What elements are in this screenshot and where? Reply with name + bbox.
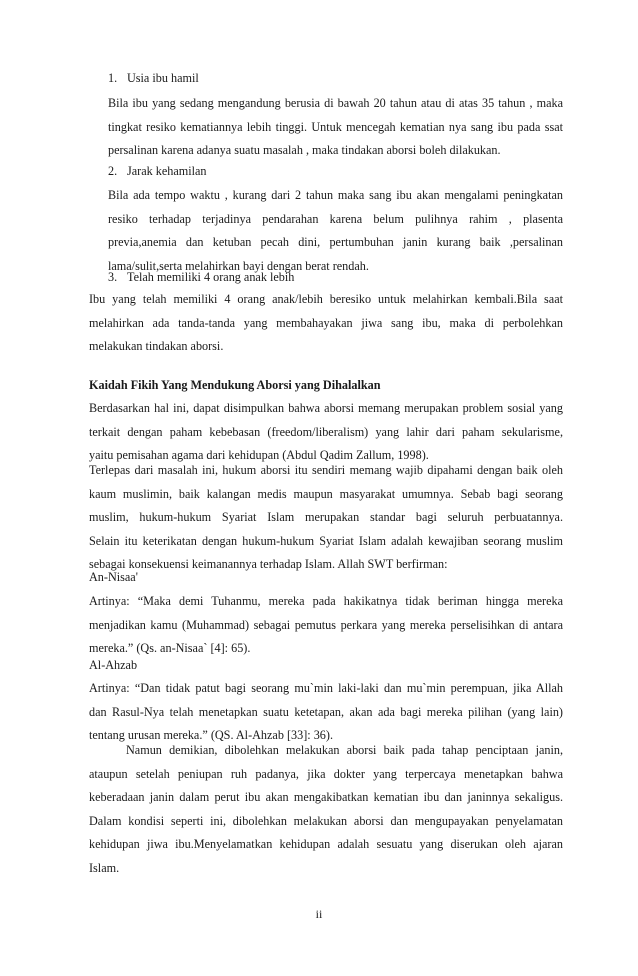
text-line: melakukan tindakan aborsi.	[89, 339, 224, 354]
text-line: yaitu pemisahan agama dari kehidupan (Abdul Qadim Zallum, 1998).	[89, 448, 429, 463]
list-item-1-description	[108, 92, 563, 163]
page-number: ii	[315, 907, 323, 921]
text-line: resiko terhadap terjadinya pendarahan karena belum pulihnya rahim , plasenta	[108, 211, 563, 226]
text-line: Artinya: “Maka demi Tuhanmu, mereka pada hakikatnya tidak beriman hingga mereka	[89, 594, 563, 608]
paragraph-3	[89, 459, 563, 577]
list-item-2-title	[108, 160, 563, 184]
text-line: terkait dengan paham kebebasan (freedom/liberalism) yang lahir dari paham sekularisme,	[89, 424, 563, 439]
quote-al-ahzab	[89, 677, 563, 748]
text-line: Artinya: “Dan tidak patut bagi seorang mu`min laki-laki dan mu`min perempuan, jika Allah	[89, 681, 563, 695]
paragraph-4	[89, 739, 563, 881]
text-line: tentang urusan mereka.” (QS. Al-Ahzab [33]: 36).	[89, 728, 334, 743]
surah-label-al-ahzab: Al-Ahzab	[89, 658, 138, 672]
text-line: menjadikan kamu (Muhammad) sebagai pemutus perkara yang mereka perselisihkan di antara	[89, 617, 563, 632]
text-line: dan Rasul-Nya telah menetapkan suatu ketetapan, akan ada bagi mereka pilihan (yang lain)	[89, 704, 563, 719]
surah-label-an-nisaa: An-Nisaa'	[89, 570, 138, 584]
text-line: lama/sulit,serta melahirkan bayi dengan berat rendah.	[108, 258, 369, 273]
text-line: melahirkan ada tanda-tanda yang membahayakan jiwa sang ibu, maka di perbolehkan	[89, 315, 563, 330]
list-item-1-title	[108, 67, 563, 91]
text-line: previa,anemia dan ketuban pecah dini, pertumbuhan janin kurang baik ,persalinan	[108, 235, 563, 250]
list-item-2-number: 2.	[108, 164, 118, 178]
text-line: persalinan karena adanya suatu masalah , maka tindakan aborsi boleh dilakukan.	[108, 143, 501, 158]
text-line: Islam.	[89, 860, 120, 875]
text-line: Ibu yang telah memiliki 4 orang anak/lebih beresiko untuk melahirkan kembali.Bila saat	[89, 292, 563, 306]
text-line: Namun demikian, dibolehkan melakukan aborsi baik pada tahap penciptaan janin,	[126, 743, 563, 757]
text-line: ataupun setelah peniupan ruh padanya, jika dokter yang terpercaya menetapkan bahwa	[89, 766, 563, 781]
paragraph-2	[89, 397, 563, 468]
text-line: Terlepas dari masalah ini, hukum aborsi itu sendiri memang wajib dipahami dengan baik oleh	[89, 463, 563, 477]
list-item-1-number: 1.	[108, 71, 118, 85]
list-item-2-description	[108, 184, 563, 278]
text-line: Bila ibu yang sedang mengandung berusia di bawah 20 tahun atau di atas 35 tahun , maka	[108, 96, 563, 110]
text-line: keberadaan janin dalam perut ibu akan mengakibatkan kematian ibu dan janinnya sekaligus.	[89, 790, 563, 805]
paragraph-1	[89, 288, 563, 359]
text-line: tingkat resiko kematiannya lebih tinggi. Untuk mencegah kematian nya sang ibu pada ssat	[108, 119, 563, 134]
text-line: sebagai konsekuensi keimanannya terhadap Islam. Allah SWT berfirman:	[89, 557, 448, 572]
text-line: kaum muslimin, baik kalangan medis maupun masyarakat umumnya. Sebab bagi seorang	[89, 486, 563, 501]
text-line: kehidupan jiwa ibu.Menyelamatkan kehidupan adalah sesuatu yang diserukan oleh ajaran	[89, 837, 563, 852]
text-line: muslim, hukum-hukum Syariat Islam merupakan standar bagi seluruh perbuatannya.	[89, 510, 563, 525]
quote-an-nisaa	[89, 590, 563, 661]
list-item-2-label: Jarak kehamilan	[127, 164, 207, 178]
list-item-3-number: 3.	[108, 270, 118, 284]
list-item-3-label: Telah memiliki 4 orang anak lebih	[127, 270, 295, 284]
text-line: Selain itu keterikatan dengan hukum-hukum Syariat Islam adalah kewajiban seorang muslim	[89, 533, 563, 548]
text-line: Bila ada tempo waktu , kurang dari 2 tahun maka sang ibu akan mengalami peningkatan	[108, 188, 563, 202]
list-item-1-label: Usia ibu hamil	[127, 71, 199, 85]
text-line: mereka.” (Qs. an-Nisaa` [4]: 65).	[89, 641, 251, 656]
list-item-3-title	[108, 266, 563, 290]
section-heading: Kaidah Fikih Yang Mendukung Aborsi yang Dihalalkan	[89, 378, 381, 392]
text-line: Dalam kondisi seperti ini, dibolehkan melakukan aborsi dan mengupayakan penyelamatan	[89, 813, 563, 828]
text-line: Berdasarkan hal ini, dapat disimpulkan bahwa aborsi memang merupakan problem sosial yang	[89, 401, 563, 415]
